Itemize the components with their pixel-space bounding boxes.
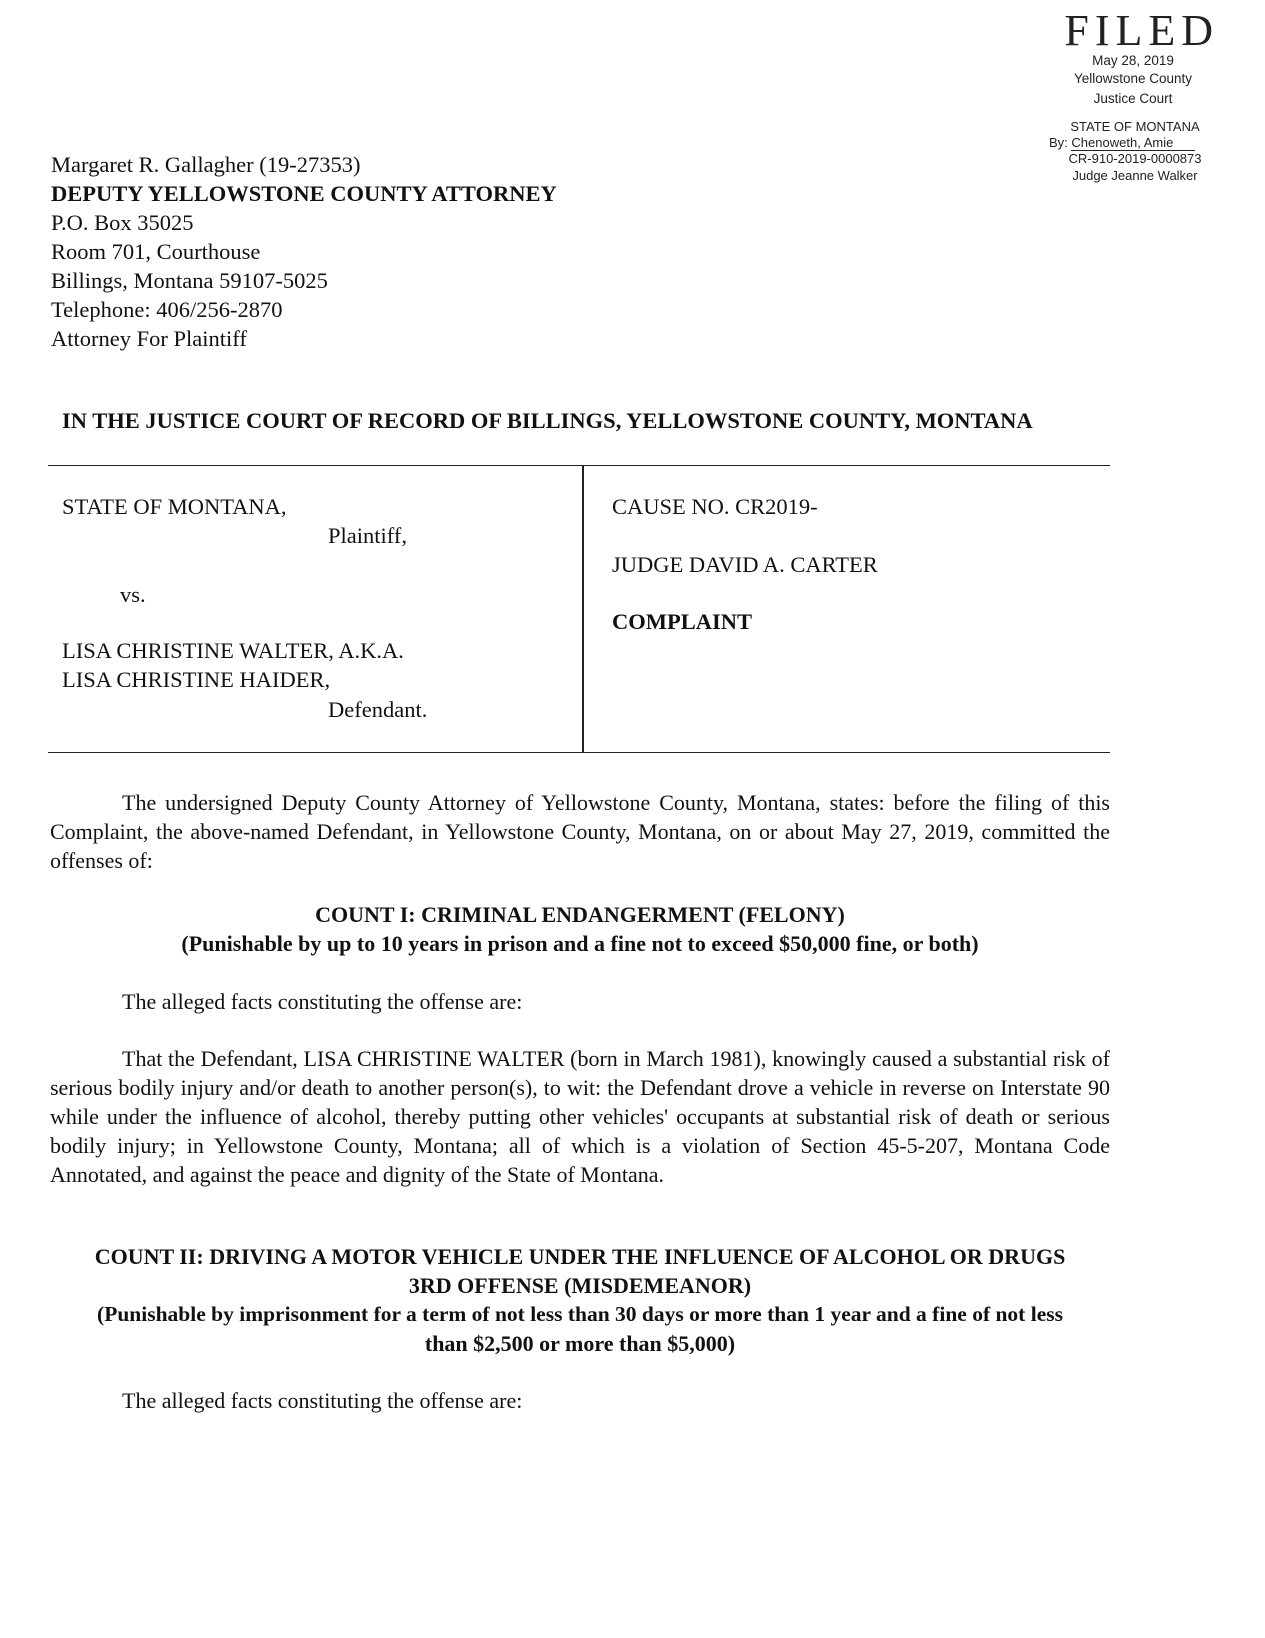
caption-document-type: COMPLAINT	[612, 609, 752, 634]
attorney-role: Attorney For Plaintiff	[51, 326, 247, 351]
attorney-name: Margaret R. Gallagher (19-27353)	[51, 152, 361, 177]
attorney-room: Room 701, Courthouse	[51, 239, 261, 264]
count2-facts-label: The alleged facts constituting the offense are:	[122, 1388, 523, 1413]
filed-by	[1049, 135, 1221, 150]
caption-defendant-label: Defendant.	[328, 697, 428, 722]
count1-facts: That the Defendant, LISA CHRISTINE WALTER (born in March 1981), knowingly caused a substantial risk of serious bodily injury and/or death to another person(s), to wit: the Defendant drove a vehicle in reverse on Interstate 90 while under the influence of alcohol, thereby putting other vehicles' occupants at substantial risk of death or serious bodily injury; in Yellowstone County, Montana; all of which is a violation of Section 45-5-207, Montana Code Annotated, and against the peace and dignity of the State of Montana.	[50, 1046, 1110, 1187]
filed-by-name: Chenoweth, Amie	[1071, 135, 1195, 151]
count2-title-line2: 3RD OFFENSE (MISDEMEANOR)	[408, 1273, 752, 1298]
count1-facts-label: The alleged facts constituting the offense are:	[122, 989, 523, 1014]
filed-state: STATE OF MONTANA	[1070, 119, 1200, 134]
case-caption	[48, 465, 1110, 753]
count1-penalty: (Punishable by up to 10 years in prison and a fine not to exceed $50,000 fine, or both)	[181, 931, 979, 956]
attorney-po-box: P.O. Box 35025	[51, 210, 194, 235]
caption-judge: JUDGE DAVID A. CARTER	[612, 552, 878, 577]
filed-case-number: CR-910-2019-0000873	[1068, 151, 1202, 166]
count2-title-line1: COUNT II: DRIVING A MOTOR VEHICLE UNDER THE INFLUENCE OF ALCOHOL OR DRUGS	[94, 1244, 1066, 1269]
caption-divider	[582, 466, 584, 752]
court-title: IN THE JUSTICE COURT OF RECORD OF BILLINGS, YELLOWSTONE COUNTY, MONTANA	[62, 408, 1033, 433]
caption-vs: vs.	[120, 582, 146, 607]
caption-plaintiff-label: Plaintiff,	[328, 523, 407, 548]
attorney-phone: Telephone: 406/256-2870	[51, 297, 283, 322]
filed-judge: Judge Jeanne Walker	[1072, 168, 1198, 183]
filed-by-label: By:	[1049, 135, 1068, 150]
caption-cause-number: CAUSE NO. CR2019-	[612, 494, 818, 519]
caption-defendant-line1: LISA CHRISTINE WALTER, A.K.A.	[62, 638, 404, 663]
caption-defendant-line2: LISA CHRISTINE HAIDER,	[62, 667, 331, 692]
filed-county: Yellowstone County	[1073, 71, 1193, 86]
attorney-block	[51, 150, 557, 353]
attorney-title: DEPUTY YELLOWSTONE COUNTY ATTORNEY	[51, 181, 557, 206]
caption-plaintiff: STATE OF MONTANA,	[62, 494, 287, 519]
attorney-city: Billings, Montana 59107-5025	[51, 268, 328, 293]
filed-court: Justice Court	[1093, 91, 1173, 106]
intro-paragraph: The undersigned Deputy County Attorney of Yellowstone County, Montana, states: before the filing of this Complaint, the above-named Defendant, in Yellowstone County, Montana, on or about May 27, 2019, committed the offenses of:	[50, 790, 1110, 873]
count1-title: COUNT I: CRIMINAL ENDANGERMENT (FELONY)	[315, 902, 845, 927]
count2-penalty-line1: (Punishable by imprisonment for a term of not less than 30 days or more than 1 year and a fine of not less	[97, 1302, 1063, 1326]
filed-date: May 28, 2019	[1092, 53, 1174, 68]
count2-penalty-line2: than $2,500 or more than $5,000)	[424, 1331, 736, 1356]
filed-label: FILED	[1064, 6, 1219, 55]
filed-stamp	[1001, 6, 1221, 184]
